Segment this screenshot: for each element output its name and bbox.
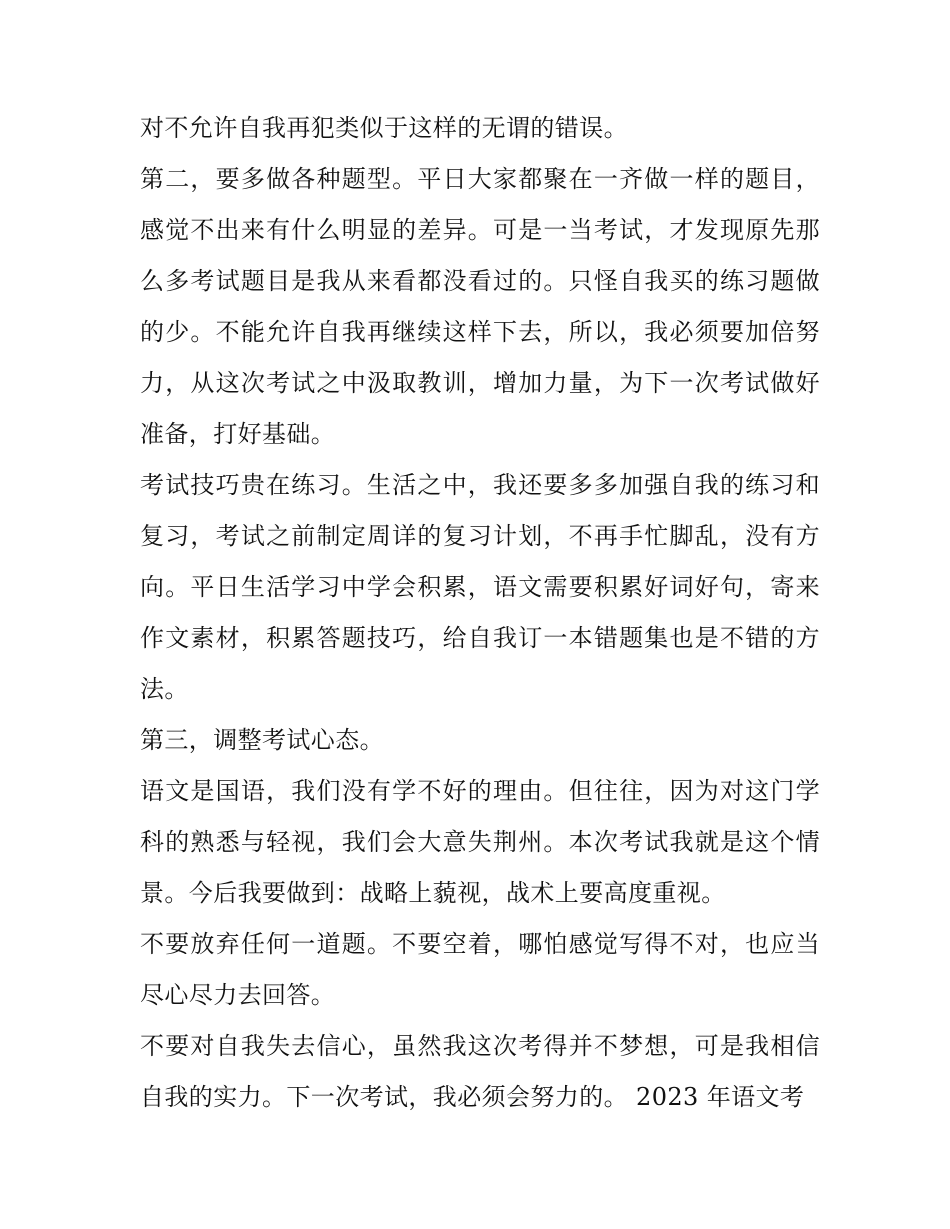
paragraph-5: 语文是国语，我们没有学不好的理由。但往往，因为对这门学科的熟悉与轻视，我们会大意失荆州。本次考试我就是这个情景。今后我要做到：战略上藐视，战术上要高度重视。	[140, 777, 820, 907]
paragraph-4: 第三，调整考试心态。	[140, 726, 384, 754]
paragraph-3: 考试技巧贵在练习。生活之中，我还要多多加强自我的练习和复习，考试之前制定周详的复习计划，不再手忙脚乱，没有方向。平日生活学习中学会积累，语文需要积累好词好句，寄来作文素材，积累答题技巧，给自我订一本错题集也是不错的方法。	[140, 471, 820, 703]
paragraph-1: 对不允许自我再犯类似于这样的无谓的错误。	[140, 114, 628, 142]
document-body	[140, 103, 820, 1123]
paragraph-6: 不要放弃任何一道题。不要空着，哪怕感觉写得不对，也应当尽心尽力去回答。	[140, 930, 820, 1009]
paragraph-7: 不要对自我失去信心，虽然我这次考得并不梦想，可是我相信自我的实力。下一次考试，我必须会努力的。 2023 年语文考	[140, 1032, 820, 1111]
paragraph-2: 第二，要多做各种题型。平日大家都聚在一齐做一样的题目，感觉不出来有什么明显的差异。可是一当考试，才发现原先那么多考试题目是我从来看都没看过的。只怪自我买的练习题做的少。不能允许自我再继续这样下去，所以，我必须要加倍努力，从这次考试之中汲取教训，增加力量，为下一次考试做好准备，打好基础。	[140, 165, 820, 448]
